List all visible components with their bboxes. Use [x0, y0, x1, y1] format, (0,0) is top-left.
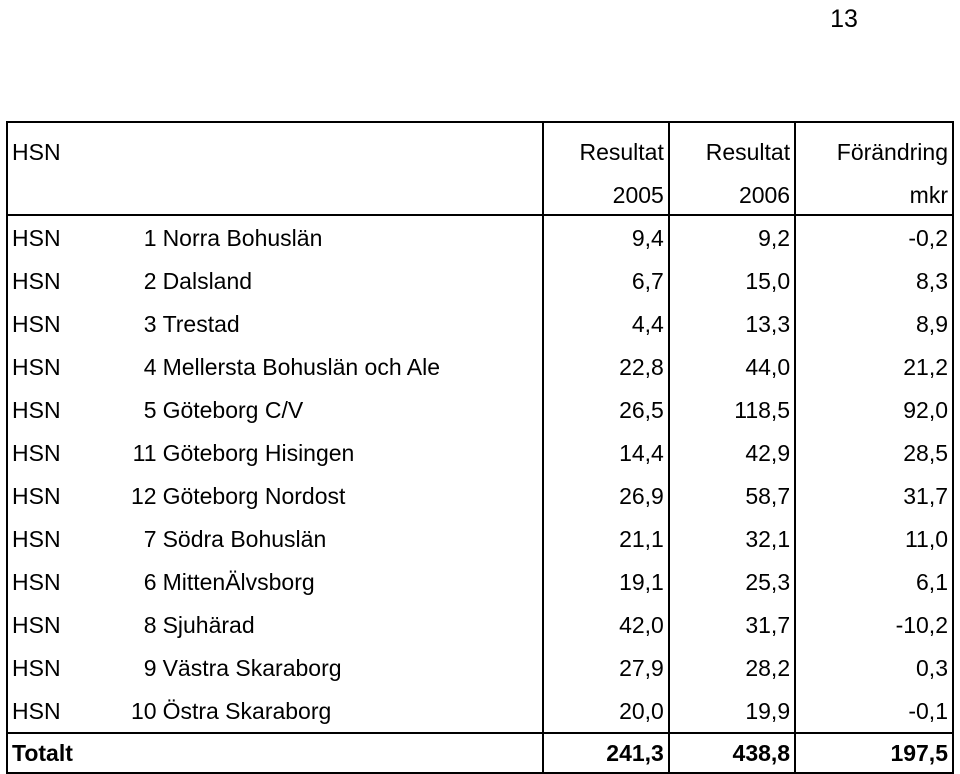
header-label: HSN [12, 139, 61, 165]
row-change: 21,2 [795, 345, 953, 388]
row-district-name: Sjuhärad [162, 611, 255, 638]
row-result-2005: 4,4 [543, 302, 669, 345]
row-district-number: 2 [143, 267, 157, 294]
row-hsn-label: HSN [12, 697, 61, 724]
row-change: 6,1 [795, 560, 953, 603]
header-col-2005-title: Resultat [543, 122, 669, 175]
total-change: 197,5 [795, 733, 953, 773]
row-result-2005: 6,7 [543, 259, 669, 302]
row-district-name: Västra Skaraborg [162, 654, 342, 681]
table-row [7, 517, 953, 560]
table-row [7, 388, 953, 431]
row-hsn-label: HSN [12, 611, 61, 638]
row-result-2005: 42,0 [543, 603, 669, 646]
row-hsn-label: HSN [12, 396, 61, 423]
row-district-name: Trestad [162, 310, 240, 337]
row-change: 92,0 [795, 388, 953, 431]
row-result-2005: 9,4 [543, 215, 669, 259]
row-district-name: Dalsland [162, 267, 253, 294]
row-district-name: Göteborg C/V [162, 396, 304, 423]
table-row [7, 560, 953, 603]
row-result-2006: 15,0 [669, 259, 795, 302]
row-district-number: 8 [143, 611, 157, 638]
row-district-name: Göteborg Nordost [162, 482, 346, 509]
table-row [7, 689, 953, 733]
row-district-name: Mellersta Bohuslän och Ale [162, 353, 440, 380]
table-row [7, 345, 953, 388]
header-col-change-title: Förändring [795, 122, 953, 175]
row-district-number: 7 [143, 525, 157, 552]
row-hsn-label: HSN [12, 310, 61, 337]
row-result-2005: 21,1 [543, 517, 669, 560]
row-district-number: 11 [132, 439, 157, 466]
row-result-2006: 19,9 [669, 689, 795, 733]
table-row [7, 431, 953, 474]
row-hsn-label: HSN [12, 439, 61, 466]
row-hsn-label: HSN [12, 224, 61, 251]
row-hsn-label: HSN [12, 568, 61, 595]
row-change: 11,0 [795, 517, 953, 560]
row-hsn-label: HSN [12, 525, 61, 552]
row-district-number: 1 [143, 224, 157, 251]
table-row [7, 302, 953, 345]
row-district-name: Östra Skaraborg [162, 697, 332, 724]
header-col-2006-year: 2006 [669, 175, 795, 215]
row-district-name: Södra Bohuslän [162, 525, 327, 552]
total-row [7, 733, 953, 773]
table-row [7, 646, 953, 689]
row-change: 0,3 [795, 646, 953, 689]
header-row [7, 122, 953, 175]
row-change: 31,7 [795, 474, 953, 517]
row-result-2005: 26,5 [543, 388, 669, 431]
row-hsn-label: HSN [12, 267, 61, 294]
row-result-2005: 14,4 [543, 431, 669, 474]
row-result-2006: 13,3 [669, 302, 795, 345]
total-label: Totalt [7, 733, 543, 773]
row-change: -10,2 [795, 603, 953, 646]
row-result-2005: 20,0 [543, 689, 669, 733]
row-change: 28,5 [795, 431, 953, 474]
row-change: -0,2 [795, 215, 953, 259]
row-hsn-label: HSN [12, 353, 61, 380]
row-hsn-label: HSN [12, 654, 61, 681]
table-row [7, 215, 953, 259]
row-district-name: Göteborg Hisingen [162, 439, 355, 466]
table-row [7, 474, 953, 517]
row-result-2005: 19,1 [543, 560, 669, 603]
table-row [7, 259, 953, 302]
page-number: 13 [830, 5, 858, 33]
row-result-2006: 44,0 [669, 345, 795, 388]
row-result-2006: 32,1 [669, 517, 795, 560]
header-row-2 [7, 175, 953, 215]
row-district-name: Norra Bohuslän [162, 224, 323, 251]
total-result-2006: 438,8 [669, 733, 795, 773]
row-result-2006: 9,2 [669, 215, 795, 259]
row-district-name: MittenÄlvsborg [162, 568, 315, 595]
table-row [7, 603, 953, 646]
row-district-number: 5 [143, 396, 157, 423]
results-table [6, 121, 954, 774]
row-district-number: 10 [130, 697, 157, 724]
row-change: 8,3 [795, 259, 953, 302]
row-result-2005: 26,9 [543, 474, 669, 517]
total-result-2005: 241,3 [543, 733, 669, 773]
row-result-2006: 28,2 [669, 646, 795, 689]
row-hsn-label: HSN [12, 482, 61, 509]
header-col-2006-title: Resultat [669, 122, 795, 175]
row-district-number: 4 [143, 353, 157, 380]
row-result-2006: 31,7 [669, 603, 795, 646]
row-change: 8,9 [795, 302, 953, 345]
row-change: -0,1 [795, 689, 953, 733]
row-district-number: 9 [143, 654, 157, 681]
row-result-2005: 22,8 [543, 345, 669, 388]
row-district-number: 3 [143, 310, 157, 337]
header-col-2005-year: 2005 [543, 175, 669, 215]
row-result-2006: 118,5 [669, 388, 795, 431]
row-result-2005: 27,9 [543, 646, 669, 689]
row-district-number: 12 [130, 482, 157, 509]
row-district-number: 6 [143, 568, 157, 595]
header-col-change-unit: mkr [795, 175, 953, 215]
row-result-2006: 58,7 [669, 474, 795, 517]
row-result-2006: 42,9 [669, 431, 795, 474]
row-result-2006: 25,3 [669, 560, 795, 603]
